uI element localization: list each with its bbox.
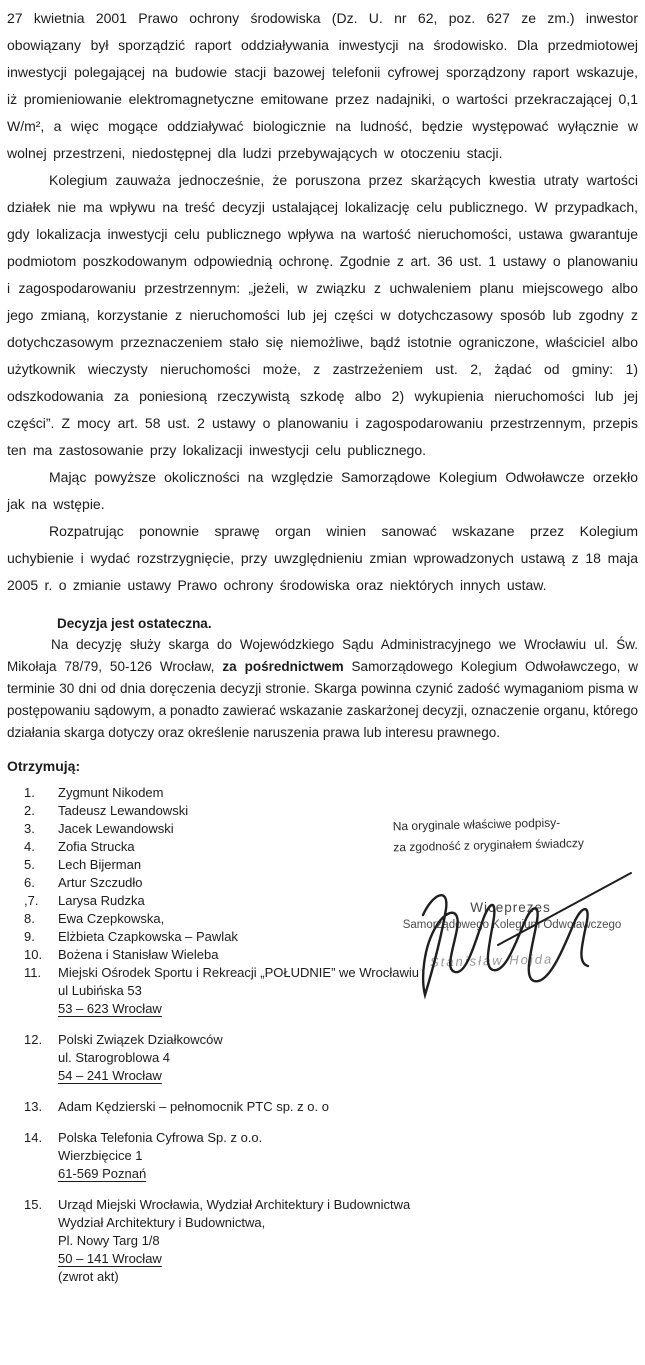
appeal-instructions-paragraph: [7, 634, 638, 744]
recipient-line: Wierzbięcice 1: [58, 1148, 143, 1163]
handwritten-signature-icon: [403, 867, 638, 1012]
recipient-postal-line: 50 – 141 Wrocław: [58, 1251, 162, 1266]
recipient-postal-line: 54 – 241 Wrocław: [58, 1068, 162, 1083]
recipient-number: 9.: [24, 929, 35, 944]
signatory-title: Wiceprezes: [470, 900, 551, 915]
recipient-item: [24, 784, 638, 802]
body-paragraph-3: Mając powyższe okoliczności na względzie Samorządowe Kolegium Odwoławcze orzekło jak na wstępie.: [7, 469, 638, 512]
body-paragraph-4: Rozpatrując ponownie sprawę organ winien sanować wskazane przez Kolegium uchybienie i wydać rozstrzygnięcie, przy uwzględnieniu zmian wprowadzonych ustawą z 18 maja 2005 r. o zmianie ustawy Prawo ochrony środowiska oraz niektórych innych ustaw.: [7, 523, 638, 593]
recipient-number: 15.: [24, 1197, 43, 1212]
recipient-line: Miejski Ośrodek Sportu i Rekreacji „POŁUDNIE” we Wrocławiu: [58, 965, 419, 980]
recipient-number: 5.: [24, 857, 35, 872]
recipient-line: Zofia Strucka: [58, 839, 135, 854]
appeal-text-segment: Samorządowego Kolegium Odwoławczego, w terminie 30 dni od dnia doręczenia decyzji stronie. Skarga powinna czynić zadość wymaganiom pisma w postępowaniu sądowym, a ponadto zawierać wskazanie zaskarżonej decyzji, oznaczenie organu, którego działania skarga dotyczy oraz określenie naruszenia prawa lub interesu prawnego.: [7, 659, 639, 740]
recipient-line: Urząd Miejski Wrocławia, Wydział Architektury i Budownictwa: [58, 1197, 411, 1212]
recipient-number: 10.: [24, 947, 43, 962]
recipient-lines: [58, 1129, 638, 1183]
recipient-line: (zwrot akt): [58, 1269, 119, 1284]
recipient-line: Polski Związek Działkowców: [58, 1032, 223, 1047]
recipient-number: 3.: [24, 821, 35, 836]
recipient-number: ,7.: [24, 893, 39, 908]
recipient-number: 13.: [24, 1099, 43, 1114]
certification-stamp: [393, 812, 600, 859]
recipient-line: Wydział Architektury i Budownictwa,: [58, 1215, 266, 1230]
recipient-line: Elżbieta Czapkowska – Pawlak: [58, 929, 238, 944]
appeal-bold-segment: za pośrednictwem: [222, 659, 344, 674]
recipient-number: 2.: [24, 803, 35, 818]
decision-final-heading: Decyzja jest ostateczna.: [57, 616, 212, 631]
recipient-item: [24, 1129, 638, 1183]
recipient-lines: [58, 1196, 638, 1286]
body-paragraph-1: 27 kwietnia 2001 Prawo ochrony środowiska (Dz. U. nr 62, poz. 627 ze zm.) inwestor obowiązany był sporządzić raport oddziaływania inwestycji na środowisko. Dla przedmiotowej inwestycji polegającej na budowie stacji bazowej telefonii cyfrowej sporządzony raport wskazuje, iż promieniowanie elektromagnetyczne emitowane przez nadajniki, o wartości przekraczającej 0,1 W/m², a więc mogące oddziaływać biologicznie na ludność, będzie występować wyłącznie w wolnej przestrzeni, niedostępnej dla ludzi przebywających w otoczeniu stacji.: [7, 10, 638, 161]
recipients-heading: Otrzymują:: [7, 758, 81, 774]
recipient-number: 11.: [24, 965, 42, 980]
recipient-line: Ewa Czepkowska,: [58, 911, 165, 926]
signatory-organization: Samorządowego Kolegium Odwoławczego: [402, 919, 622, 931]
recipient-line: ul. Starogroblowa 4: [58, 1050, 171, 1065]
recipient-line: Artur Szczudło: [58, 875, 143, 890]
recipient-number: 6.: [24, 875, 35, 890]
recipient-line: Jacek Lewandowski: [58, 821, 174, 836]
appeal-text-segment: Na decyzję służy skarga do Wojewódzkiego Sądu Administracyjnego we Wrocławiu ul. Św. Mikołaja 78/79, 50-126 Wrocław,: [7, 637, 638, 674]
recipient-line: ul Lubińska 53: [58, 983, 142, 998]
recipient-line: Bożena i Stanisław Wieleba: [58, 947, 219, 962]
recipient-line: Larysa Rudzka: [58, 893, 145, 908]
certification-line-2: za zgodność z oryginałem świadczy: [393, 836, 585, 855]
recipient-lines: [58, 784, 638, 802]
recipient-number: 8.: [24, 911, 35, 926]
recipient-line: Tadeusz Lewandowski: [58, 803, 189, 818]
recipient-number: 12.: [24, 1032, 43, 1047]
body-paragraph-2: Kolegium zauważa jednocześnie, że poruszona przez skarżących kwestia utraty wartości działek nie ma wpływu na treść decyzji ustalającej lokalizację celu publicznego. W przypadkach, gdy lokalizacja inwestycji celu publicznego wpływa na wartość nieruchomości, ustawa gwarantuje podmiotom poszkodowanym odpowiednią ochronę. Zgodnie z art. 36 ust. 1 ustawy o planowaniu i zagospodarowaniu przestrzennym: „jeżeli, w związku z uchwaleniem planu miejscowego albo jego zmianą, korzystanie z nieruchomości lub jej części w dotychczasowy sposób lub zgodny z dotychczasowym przeznaczeniem stało się niemożliwe, bądź istotnie ograniczone, właściciel albo użytkownik wieczysty nieruchomości może, z zastrzeżeniem ust. 2, żądać od gminy: 1) odszkodowania za poniesioną rzeczywistą szkodę albo 2) wykupienia nieruchomości lub jej części”. Z mocy art. 58 ust. 2 ustawy o planowaniu i zagospodarowaniu przestrzennym, przepis ten ma zastosowanie przy lokalizacji inwestycji celu publicznego.: [7, 172, 638, 458]
signature-area: [388, 812, 638, 1072]
recipient-number: 14.: [24, 1130, 43, 1145]
recipient-line: Pl. Nowy Targ 1/8: [58, 1233, 160, 1248]
recipient-number: 1.: [24, 785, 35, 800]
signatory-name: Stanisław Hojda: [429, 951, 554, 970]
recipient-line: Adam Kędzierski – pełnomocnik PTC sp. z o. o: [58, 1099, 329, 1114]
recipient-postal-line: 53 – 623 Wrocław: [58, 1001, 162, 1016]
recipient-postal-line: 61-569 Poznań: [58, 1166, 147, 1181]
recipient-item: [24, 1196, 638, 1286]
recipient-line: Zygmunt Nikodem: [58, 785, 164, 800]
recipient-item: [24, 1098, 638, 1116]
recipient-lines: [58, 1098, 638, 1116]
recipient-line: Lech Bijerman: [58, 857, 142, 872]
certification-line-1: Na oryginale właściwe podpisy-: [392, 815, 561, 834]
recipient-line: Polska Telefonia Cyfrowa Sp. z o.o.: [58, 1130, 263, 1145]
recipient-number: 4.: [24, 839, 35, 854]
